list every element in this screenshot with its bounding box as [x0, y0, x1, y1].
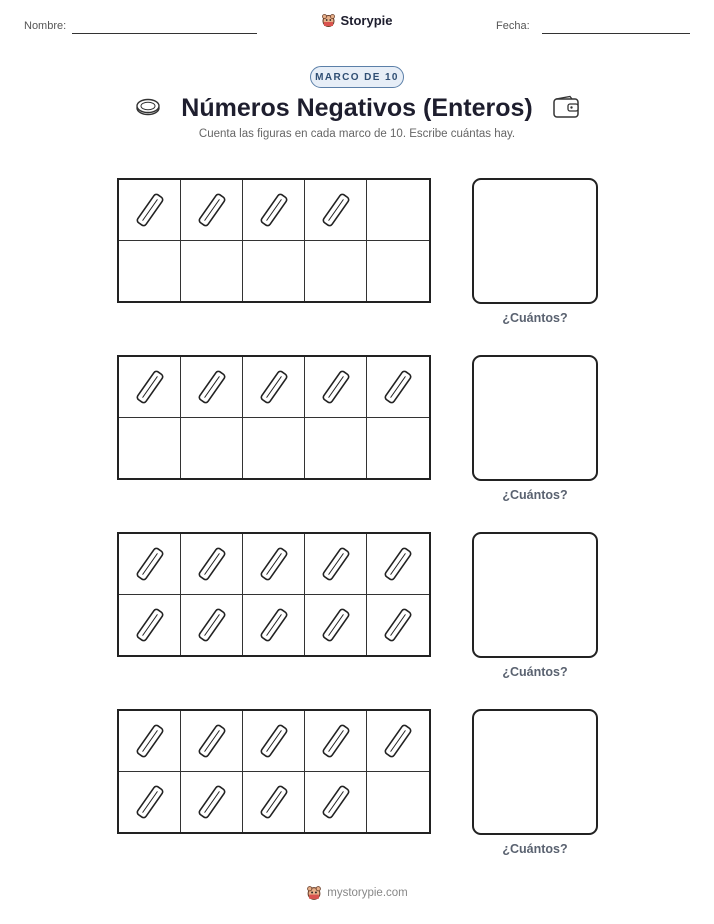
frame-cell: [119, 357, 181, 418]
answer-label-1: ¿Cuántos?: [502, 311, 568, 325]
frame-cell: [181, 180, 243, 241]
stick-icon: [135, 606, 165, 644]
wallet-icon: [552, 95, 580, 119]
stick-icon: [197, 783, 227, 821]
answer-box-4[interactable]: [472, 709, 598, 835]
stick-icon: [321, 545, 351, 583]
answer-box-3[interactable]: [472, 532, 598, 658]
stick-icon: [135, 545, 165, 583]
stick-icon: [197, 368, 227, 406]
frame-cell: [243, 595, 305, 656]
frame-cell: [181, 711, 243, 772]
title-row: [0, 92, 714, 124]
frame-cell: [119, 772, 181, 833]
frame-cell: [367, 772, 429, 833]
footer-url[interactable]: mystorypie.com: [327, 887, 408, 899]
stick-icon: [259, 545, 289, 583]
frame-cell: [119, 418, 181, 479]
frame-cell: [367, 241, 429, 302]
frame-cell: [305, 772, 367, 833]
frame-cell: [243, 357, 305, 418]
frame-cell: [243, 241, 305, 302]
frame-cell: [181, 595, 243, 656]
frame-cell: [367, 711, 429, 772]
frame-cell: [243, 772, 305, 833]
stick-icon: [197, 191, 227, 229]
stick-icon: [259, 606, 289, 644]
stick-icon: [135, 783, 165, 821]
frame-cell: [243, 711, 305, 772]
answer-box-2[interactable]: [472, 355, 598, 481]
frame-cell: [305, 180, 367, 241]
ten-frame-1: [117, 178, 431, 303]
stick-icon: [321, 783, 351, 821]
stick-icon: [197, 722, 227, 760]
name-line[interactable]: [72, 33, 257, 34]
instructions: Cuenta las figuras en cada marco de 10. Escribe cuántas hay.: [198, 128, 516, 140]
worksheet-type-badge: MARCO DE 10: [310, 66, 404, 88]
frame-cell: [119, 534, 181, 595]
stick-icon: [383, 606, 413, 644]
frame-cell: [119, 180, 181, 241]
brand-name: Storypie: [340, 13, 393, 28]
date-label: Fecha:: [496, 20, 530, 32]
page-title: Números Negativos (Enteros): [181, 94, 533, 122]
stick-icon: [197, 545, 227, 583]
frame-cell: [367, 357, 429, 418]
stick-icon: [321, 606, 351, 644]
stick-icon: [383, 368, 413, 406]
storypie-mascot-icon: [306, 885, 322, 901]
answer-label-2: ¿Cuántos?: [502, 488, 568, 502]
frame-cell: [243, 418, 305, 479]
frame-cell: [181, 241, 243, 302]
frame-cell: [305, 711, 367, 772]
footer: [0, 885, 714, 901]
ten-frame-4: [117, 709, 431, 834]
frame-cell: [243, 180, 305, 241]
stick-icon: [197, 606, 227, 644]
frame-cell: [305, 418, 367, 479]
stick-icon: [259, 783, 289, 821]
storypie-mascot-icon: [321, 13, 336, 28]
frame-cell: [243, 534, 305, 595]
stick-icon: [259, 191, 289, 229]
frame-cell: [181, 357, 243, 418]
frame-cell: [367, 180, 429, 241]
frame-cell: [367, 418, 429, 479]
stick-icon: [383, 722, 413, 760]
frame-cell: [367, 534, 429, 595]
ten-frame-2: [117, 355, 431, 480]
ten-frame-3: [117, 532, 431, 657]
answer-label-3: ¿Cuántos?: [502, 665, 568, 679]
frame-cell: [181, 772, 243, 833]
frame-cell: [119, 595, 181, 656]
stick-icon: [135, 191, 165, 229]
frame-cell: [305, 241, 367, 302]
frame-cell: [119, 711, 181, 772]
frame-cell: [181, 418, 243, 479]
stick-icon: [259, 722, 289, 760]
frame-cell: [305, 357, 367, 418]
stick-icon: [321, 191, 351, 229]
stick-icon: [135, 368, 165, 406]
stick-icon: [321, 722, 351, 760]
frame-cell: [181, 534, 243, 595]
date-line[interactable]: [542, 33, 690, 34]
stick-icon: [135, 722, 165, 760]
stick-icon: [383, 545, 413, 583]
brand-logo: [0, 13, 714, 28]
answer-box-1[interactable]: [472, 178, 598, 304]
stick-icon: [259, 368, 289, 406]
stick-icon: [321, 368, 351, 406]
answer-label-4: ¿Cuántos?: [502, 842, 568, 856]
frame-cell: [305, 534, 367, 595]
name-label: Nombre:: [24, 20, 67, 32]
frame-cell: [367, 595, 429, 656]
frame-cell: [305, 595, 367, 656]
frame-cell: [119, 241, 181, 302]
